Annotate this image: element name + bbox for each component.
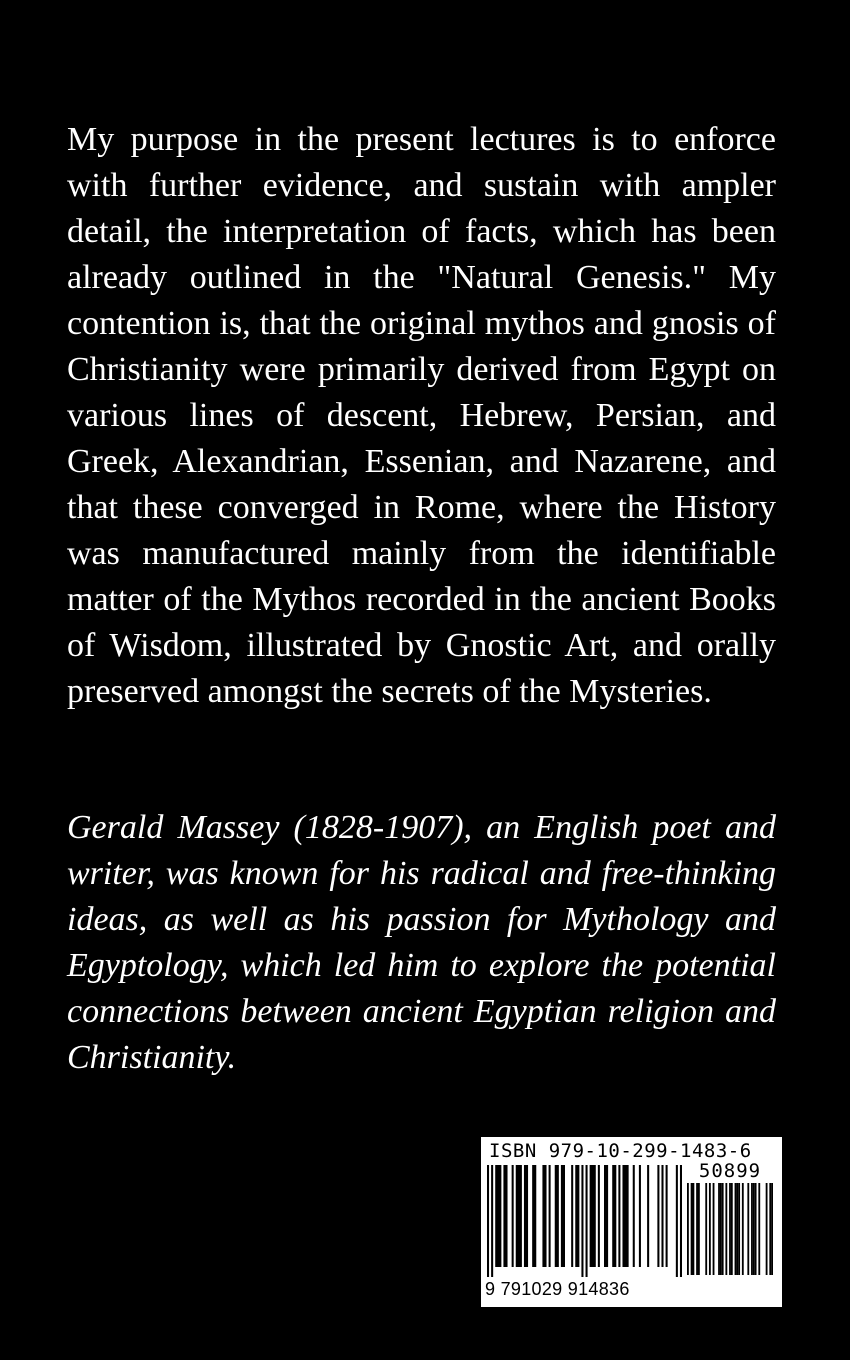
- barcode-bar: [692, 1183, 694, 1275]
- barcode-bar: [753, 1183, 755, 1275]
- barcode-bar: [575, 1165, 579, 1267]
- barcode-bar: [718, 1183, 720, 1275]
- barcode-bar: [687, 1183, 689, 1275]
- barcode-bar: [736, 1183, 738, 1275]
- barcode-bar: [680, 1165, 682, 1277]
- barcode-bar: [491, 1165, 493, 1277]
- barcode-bar: [755, 1183, 757, 1275]
- isbn-label: ISBN 979-10-299-1483-6: [489, 1140, 752, 1162]
- isbn-barcode: [481, 1137, 782, 1307]
- barcode-bar: [581, 1165, 583, 1277]
- barcode-bar: [661, 1165, 663, 1267]
- barcode-bar: [639, 1165, 641, 1267]
- barcode-bar: [729, 1183, 731, 1275]
- barcode-bar: [612, 1165, 616, 1267]
- barcode-bar: [709, 1183, 711, 1275]
- barcode-bar: [586, 1165, 588, 1277]
- barcode-bar: [512, 1165, 514, 1267]
- ean13-barcode-bars: [487, 1165, 682, 1277]
- barcode-bar: [666, 1165, 668, 1267]
- addon-barcode-bars: [687, 1183, 773, 1275]
- price-addon-code: 50899: [698, 1160, 762, 1182]
- barcode-bar: [720, 1183, 722, 1275]
- barcode-bar: [495, 1165, 501, 1267]
- barcode-bar: [766, 1183, 768, 1275]
- barcode-bar: [503, 1165, 507, 1267]
- barcode-bar: [532, 1165, 536, 1267]
- barcode-bar: [561, 1165, 565, 1267]
- ean-digits: 9 791029 914836: [485, 1279, 630, 1299]
- barcode-bar: [722, 1183, 724, 1275]
- barcode-bar: [549, 1165, 551, 1267]
- barcode-bar: [542, 1165, 546, 1267]
- barcode-bar: [590, 1165, 596, 1267]
- book-blurb: My purpose in the present lectures is to enforce with further evidence, and sustain with ampler detail, the interpretation of facts, which has been already outlined in the "Natural Genesis." My contention is, that the original mythos and gnosis of Christianity were primarily derived from Egypt on various lines of descent, Hebrew, Persian, and Greek, Alexandrian, Essenian, and Nazarene, and that these converged in Rome, where the History was manufactured mainly from the identifiable matter of the Mythos recorded in the ancient Books of Wisdom, illustrated by Gnostic Art, and orally preserved amongst the secrets of the Mysteries.: [67, 121, 776, 710]
- barcode-bar: [524, 1165, 528, 1267]
- author-bio: Gerald Massey (1828-1907), an English poet and writer, was known for his radical and free-thinking ideas, as well as his passion for Mythology and Egyptology, which led him to explore the potential connections between ancient Egyptian religion and Christianity.: [67, 809, 776, 1076]
- barcode-bar: [618, 1165, 620, 1267]
- barcode-bar: [731, 1183, 733, 1275]
- barcode-bar: [698, 1183, 700, 1275]
- barcode-bar: [633, 1165, 635, 1267]
- barcode-bar: [598, 1165, 600, 1267]
- barcode-bar: [647, 1165, 649, 1267]
- barcode-bar: [604, 1165, 608, 1267]
- barcode-bar: [691, 1183, 693, 1275]
- barcode-bar: [487, 1165, 489, 1277]
- barcode-bar: [738, 1183, 740, 1275]
- barcode-bar: [742, 1183, 744, 1275]
- barcode-bar: [735, 1183, 737, 1275]
- barcode-bar: [725, 1183, 727, 1275]
- barcode-bar: [758, 1183, 760, 1275]
- barcode-bar: [622, 1165, 628, 1267]
- barcode-bar: [516, 1165, 522, 1267]
- barcode-bar: [571, 1165, 573, 1267]
- barcode-bar: [751, 1183, 753, 1275]
- barcode-bar: [771, 1183, 773, 1275]
- barcode-bar: [705, 1183, 707, 1275]
- barcode-bar: [713, 1183, 715, 1275]
- barcode-bar: [676, 1165, 678, 1277]
- barcode-bar: [696, 1183, 698, 1275]
- barcode-bar: [747, 1183, 749, 1275]
- barcode-bar: [769, 1183, 771, 1275]
- barcode-bar: [555, 1165, 559, 1267]
- barcode-bar: [657, 1165, 659, 1267]
